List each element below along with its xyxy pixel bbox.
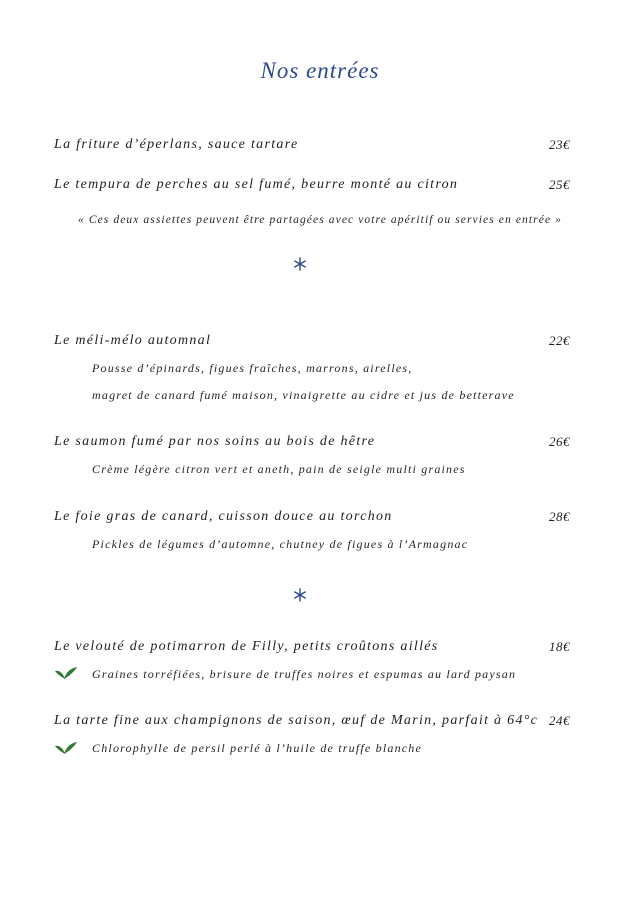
- menu-item: [54, 713, 570, 733]
- dish-price: 22€: [549, 333, 570, 348]
- dish-price: 24€: [549, 713, 570, 728]
- menu-item: [54, 509, 570, 529]
- dish-price: 26€: [549, 434, 570, 449]
- menu-item: [54, 434, 570, 454]
- dish-description: Chlorophylle de persil perlé à l’huile de truffe blanche: [92, 741, 423, 755]
- menu-item: [54, 137, 570, 157]
- dish-description: Pickles de légumes d’automne, chutney de figues à l’Armagnac: [92, 537, 469, 551]
- dish-price: 25€: [549, 177, 570, 192]
- leaf-icon: [54, 740, 78, 756]
- dish-description: Pousse d’épinards, figues fraîches, marrons, airelles,: [92, 361, 413, 375]
- asterisk-ornament-icon: [292, 587, 308, 603]
- dish-name: Le méli-mélo automnal: [54, 333, 212, 348]
- dish-name: Le foie gras de canard, cuisson douce au torchon: [54, 509, 393, 524]
- page-title: Nos entrées: [260, 58, 380, 83]
- dish-name: Le velouté de potimarron de Filly, petits croûtons aillés: [54, 639, 439, 654]
- sharing-note: « Ces deux assiettes peuvent être partagées avec votre apéritif ou servies en entrée »: [78, 214, 562, 226]
- menu-item: [54, 639, 570, 659]
- dish-description: Graines torréfiées, brisure de truffes noires et espumas au lard paysan: [92, 667, 517, 681]
- dish-name: Le saumon fumé par nos soins au bois de hêtre: [54, 434, 376, 449]
- dish-description: Crème légère citron vert et aneth, pain de seigle multi graines: [92, 462, 466, 476]
- leaf-icon: [54, 665, 78, 681]
- dish-name: Le tempura de perches au sel fumé, beurre monté au citron: [54, 177, 459, 192]
- dish-price: 23€: [549, 137, 570, 152]
- menu-item: [54, 177, 570, 197]
- asterisk-ornament-icon: [292, 256, 308, 272]
- dish-description: magret de canard fumé maison, vinaigrette au cidre et jus de betterave: [92, 388, 515, 402]
- menu-item: [54, 333, 570, 353]
- dish-price: 28€: [549, 509, 570, 524]
- dish-name: La friture d’éperlans, sauce tartare: [54, 137, 299, 152]
- dish-price: 18€: [549, 639, 570, 654]
- dish-name: La tarte fine aux champignons de saison, œuf de Marin, parfait à 64°c: [54, 713, 539, 728]
